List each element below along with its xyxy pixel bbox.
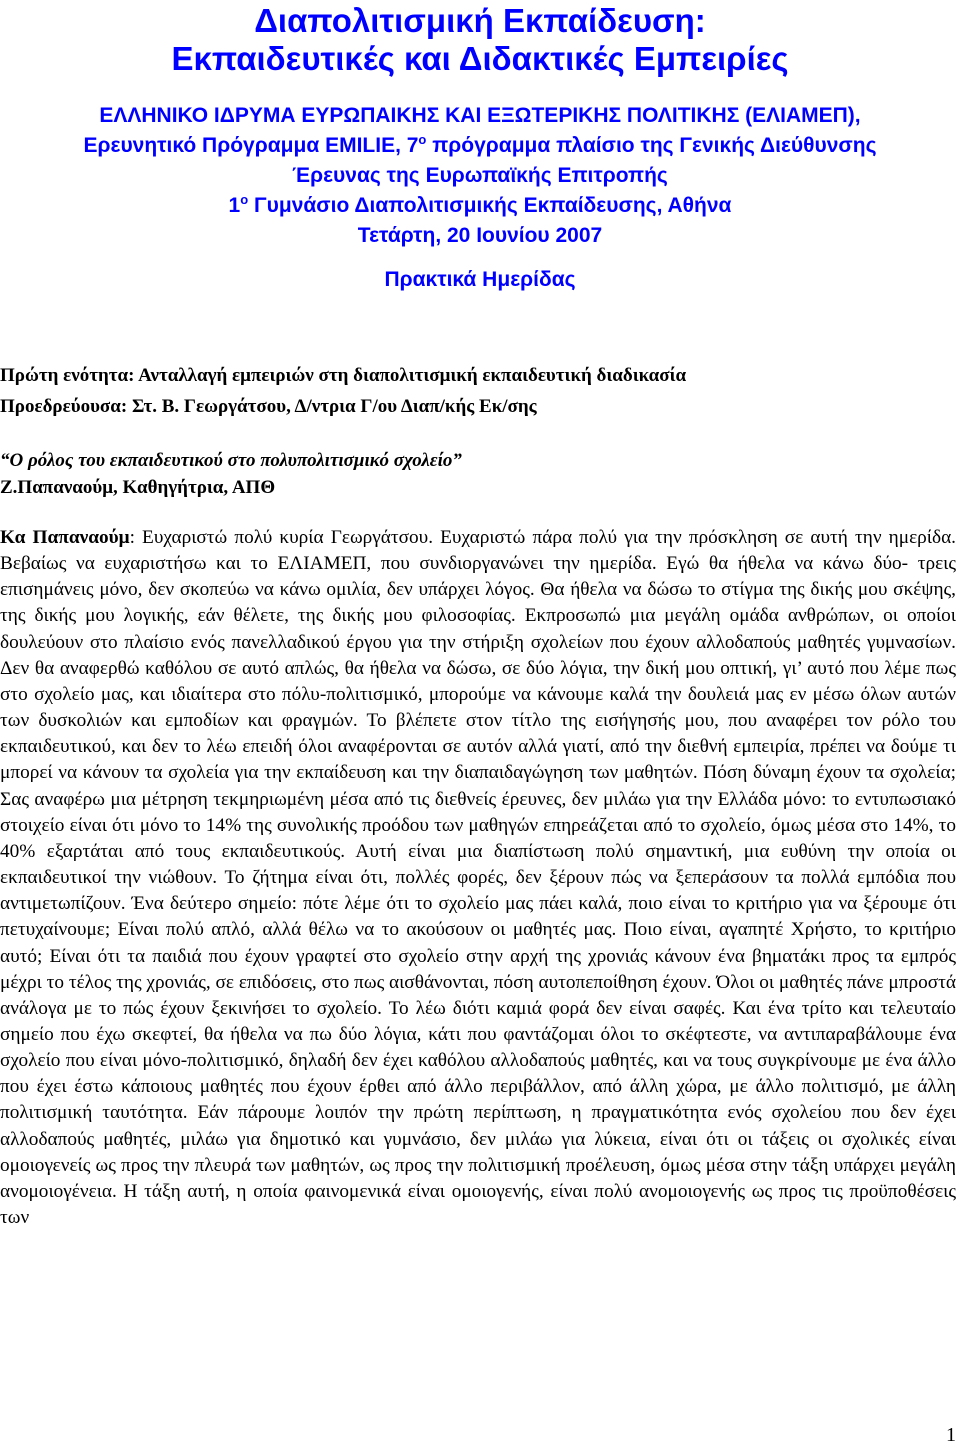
ordinal-superscript: ο — [418, 132, 427, 147]
page-number: 1 — [946, 1424, 956, 1446]
session-unit: Πρώτη ενότητα: Ανταλλαγή εμπειριών στη διαπολιτισμική εκπαιδευτική διαδικασία — [0, 365, 687, 386]
date-line: Τετάρτη, 20 Ιουνίου 2007 — [357, 224, 603, 247]
document-title-line-2: Εκπαιδευτικές και Διδακτικές Εμπειρίες — [171, 40, 789, 77]
talk-speaker: Ζ.Παπαναούμ, Καθηγήτρια, ΑΠΘ — [0, 477, 276, 498]
venue-number: 1 — [228, 194, 241, 217]
commission-line: Έρευνας της Ευρωπαϊκής Επιτροπής — [292, 164, 668, 187]
program-line — [0, 131, 960, 161]
organization-block — [0, 101, 960, 251]
document-title-line-1: Διαπολιτισμική Εκπαίδευση: — [254, 2, 706, 39]
ordinal-superscript: ο — [240, 192, 249, 207]
organization-name: ΕΛΛΗΝΙΚΟ ΙΔΡΥΜΑ ΕΥΡΩΠΑΙΚΗΣ ΚΑΙ ΕΞΩΤΕΡΙΚΗΣ ΠΟΛΙΤΙΚΗΣ (ΕΛΙΑΜΕΠ), — [99, 104, 861, 127]
talk-title: “Ο ρόλος του εκπαιδευτικού στο πολυπολιτισμικό σχολείο” — [0, 450, 462, 471]
venue-line — [0, 191, 960, 221]
speaker-label: Κα Παπαναούμ — [0, 527, 130, 548]
transcript-paragraph — [0, 525, 956, 1231]
transcript-text: : Ευχαριστώ πολύ κυρία Γεωργάτσου. Ευχαριστώ πάρα πολύ για την πρόσκληση σε αυτή την ημερίδα. Βεβαίως να ευχαριστήσω και το ΕΛΙΑΜΕΠ, που συνδιοργανώνει την ημερίδα. Εγώ θα ήθελα να κάνω δύο- τρεις επισημάνεις μόνο, δεν σκοπεύω να κάνω ομιλία, δεν υπάρχει λόγος. Θα ήθελα να δώσω το στίγμα της δικής μου σκέψης, της δικής μου λογικής, εάν θέλετε, της δικής μου φιλοσοφίας. Εκπροσωπώ μια μεγάλη ομάδα ανθρώπων, οι οποίοι δουλεύουν στο πλαίσιο ενός πανελλαδικού έργου για την στήριξη σχολείων που έχουν αλλοδαπούς μαθητές γυμνασίων. Δεν θα αναφερθώ καθόλου σε αυτό απλώς, θα ήθελα να δώσω, σε δύο λόγια, την δική μου οπτική, γι’ αυτό που λέμε πως στο σχολείο μας, και ιδιαίτερα στο πόλυ-πολιτισμικό, μπορούμε να κάνουμε καλά την δουλειά μας εν μέσω όλων αυτών των δυσκολιών και εμποδίων και φραγμών. Το βλέπετε στον τίτλο της εισήγησής μου, που αναφέρει τον ρόλο του εκπαιδευτικού, και δεν το λέω επειδή όλοι αναφέρονται σε αυτόν αλλά γιατί, από την διεθνή εμπειρία, πρέπει να δούμε τι μπορεί να κάνουν τα σχολεία για την εκπαίδευση και την διαπαιδαγώγηση των μαθητών. Πόση δύναμη έχουν τα σχολεία; Σας αναφέρω μια μέτρηση τεκμηριωμένη μέσα από τις διεθνείς έρευνες, δεν μιλάω για την Ελλάδα μόνο: το εντυπωσιακό στοιχείο είναι ότι μόνο το 14% της συνολικής προόδου των μαθηγών επηρεάζεται από το σχολείο, όμως μέσα στο 14%, το 40% εξαρτάται από τους εκπαιδευτικούς. Αυτή είναι μια διαπίστωση πολύ σημαντική, μια ευθύνη την οποία οι εκπαιδευτικοί την νιώθουν. Το ζήτημα είναι ότι, πολλές φορές, δεν ξέρουν πώς να ξεπεράσουν τα πολλά εμπόδια που αντιμετωπίζουν. Ένα δεύτερο σημείο: πότε λέμε ότι το σχολείο μας πάει καλά, ποιο είναι το κριτήριο για να ξέρουμε ότι πετυχαίνουμε; Είναι πολύ απλό, αλλά θέλω να το ακούσουν οι μαθητές μας. Ποιο είναι, αγαπητέ Χρήστο, το κριτήριο αυτό; Είναι ότι τα παιδιά που έχουν γραφτεί στο σχολείο στην αρχή της χρονιάς κάνουν ένα βηματάκι προς τα εμπρός μέχρι το τέλος της χρονιάς, σε επιδόσεις, στο πως αισθάνονται, πόση αυτοπεποίθηση έχουν. Όλοι οι μαθητές πάνε μπροστά ανάλογα με το πώς έχουν ξεκινήσει το σχολείο. Το λέω διότι καμιά φορά δεν είναι σαφές. Και ένα τρίτο και τελευταίο σημείο που έχω σκεφτεί, θα ήθελα να πω δύο λόγια, κάτι που φαντάζομαι όλοι το σκέφτεστε, να αντιπαραβάλουμε ένα σχολείο που είναι μόνο-πολιτισμικό, δηλαδή δεν έχει καθόλου αλλοδαπούς μαθητές, και να τους συγκρίνουμε με ένα άλλο που έχει έστω κάποιους μαθητές που έχουν έρθει από άλλο περιβάλλον, από άλλη χώρα, με άλλο πολιτισμό, με άλλη πολιτισμική ταυτότητα. Εάν πάρουμε λοιπόν την πρώτη περίπτωση, η πραγματικότητα ενός σχολείου που δεν έχει αλλοδαπούς μαθητές, μιλάω για δημοτικό και γυμνάσιο, δεν μιλάω για λύκεια, είναι ότι οι τάξεις οι σχολικές είναι ομοιογενείς ως προς την πλευρά των μαθητών, ως προς την πολιτισμική προέλευση, όμως μέσα στην τάξη υπάρχει μεγάλη ανομοιογένεια. Η τάξη αυτή, η οποία φαινομενικά είναι ομοιογενής, είναι πολύ ανομοιογενής ως προς τις προϋποθέσεις των — [0, 527, 957, 1229]
venue-text: Γυμνάσιο Διαπολιτισμικής Εκπαίδευσης, Αθήνα — [248, 194, 732, 217]
minutes-heading: Πρακτικά Ημερίδας — [384, 268, 576, 291]
session-chair: Προεδρεύουσα: Στ. Β. Γεωργάτσου, Δ/ντρια Γ/ου Διαπ/κής Εκ/σης — [0, 396, 537, 417]
program-text: Ερευνητικό Πρόγραμμα EMILIE, 7 — [83, 134, 419, 157]
program-text-continued: πρόγραμμα πλαίσιο της Γενικής Διεύθυνσης — [426, 134, 877, 157]
